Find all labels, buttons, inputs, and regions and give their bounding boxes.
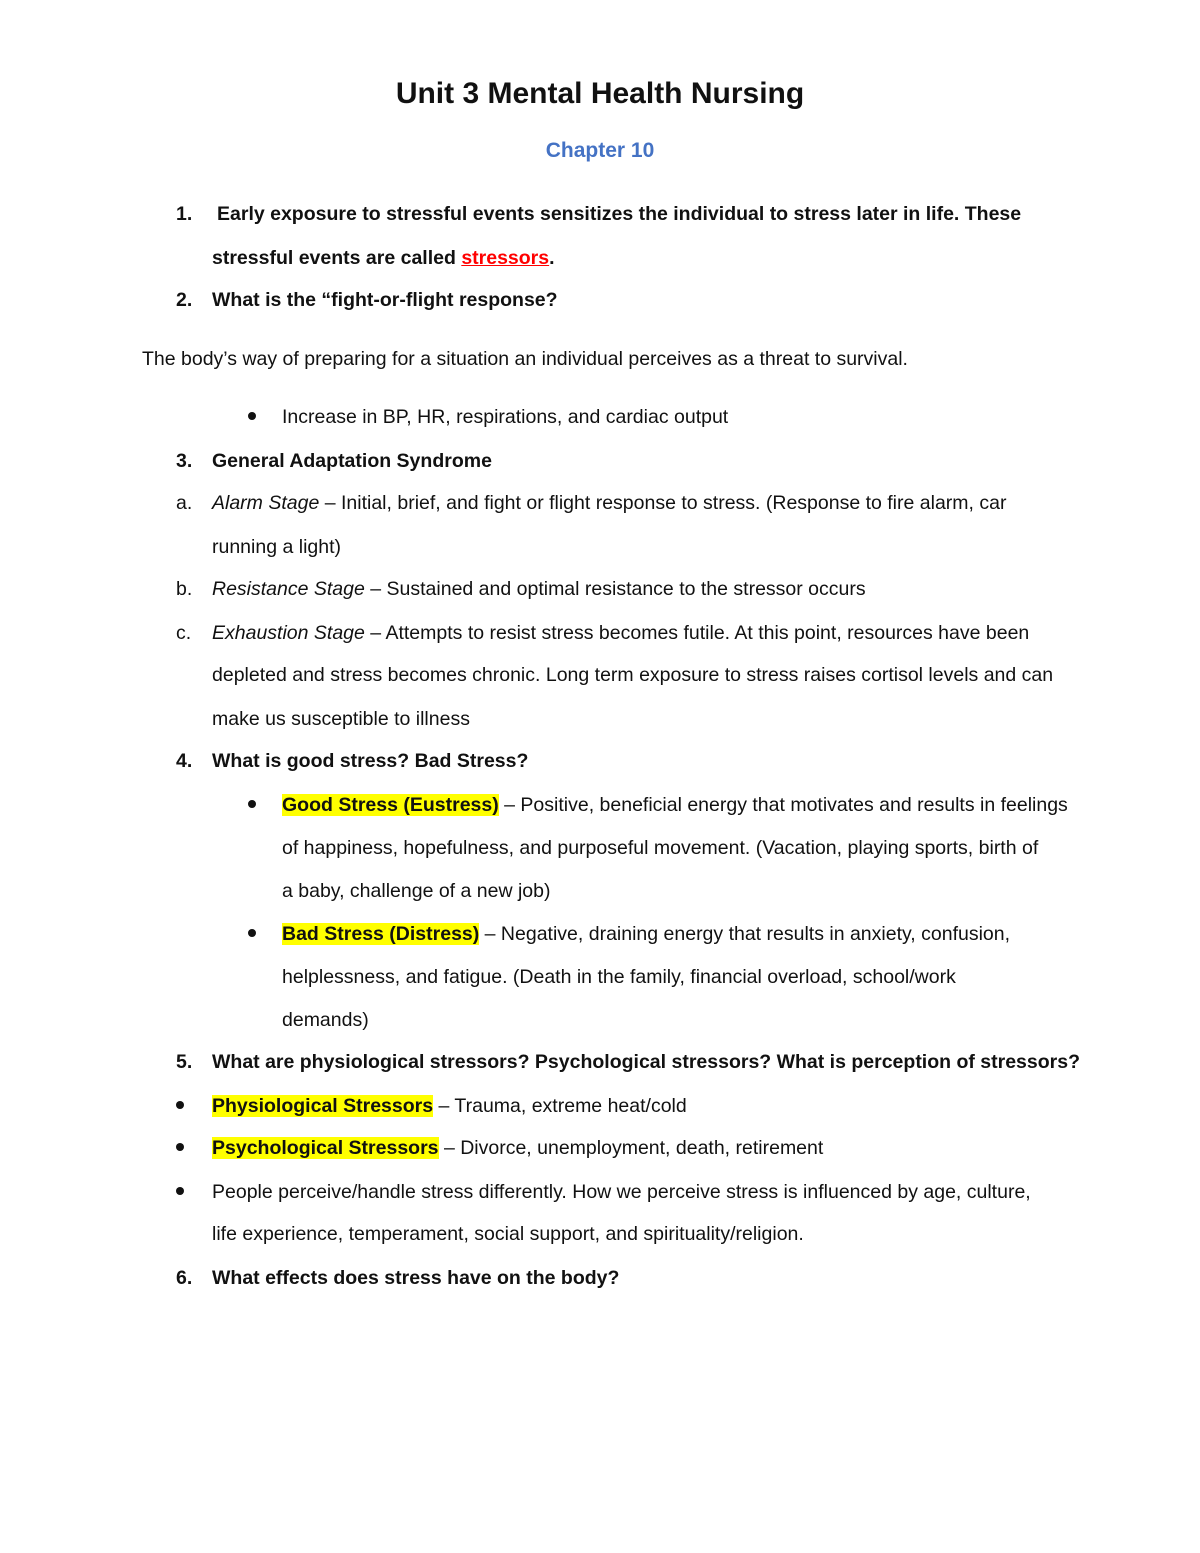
good-stress-line-2: of happiness, hopefulness, and purposeful movement. (Vacation, playing sports, birth of (282, 837, 1039, 859)
exhaustion-stage-line-3: make us susceptible to illness (212, 708, 470, 730)
good-stress-line-3: a baby, challenge of a new job) (282, 880, 551, 902)
q5-question: What are physiological stressors? Psychological stressors? What is perception of stressors? (212, 1051, 1081, 1073)
resistance-stage-term: Resistance Stage (212, 578, 365, 600)
q2-question: What is the “fight-or-flight response? (212, 289, 558, 311)
q2-number: 2. (176, 289, 193, 311)
q3-b-letter: b. (176, 578, 193, 600)
exhaustion-stage-term: Exhaustion Stage (212, 622, 365, 644)
physiological-stressors-line: Physiological Stressors – Trauma, extreme heat/cold (212, 1095, 687, 1117)
good-stress-term: Good Stress (Eustress) (282, 794, 499, 816)
bullet-icon (176, 1143, 184, 1151)
bullet-icon (248, 412, 256, 420)
bad-stress-line-1: Bad Stress (Distress) – Negative, draining energy that results in anxiety, confusion, (282, 923, 1011, 945)
document-title: Unit 3 Mental Health Nursing (395, 77, 805, 110)
bullet-icon (248, 929, 256, 937)
q5-number: 5. (176, 1051, 193, 1073)
chapter-heading: Chapter 10 (545, 139, 655, 162)
bad-stress-line-2: helplessness, and fatigue. (Death in the family, financial overload, school/work (282, 966, 956, 988)
q1-line-1: Early exposure to stressful events sensitizes the individual to stress later in life. These (217, 203, 1022, 225)
bullet-icon (176, 1101, 184, 1109)
physiological-stressors-term: Physiological Stressors (212, 1095, 434, 1117)
psychological-stressors-line: Psychological Stressors – Divorce, unemployment, death, retirement (212, 1137, 824, 1159)
bad-stress-term: Bad Stress (Distress) (282, 923, 480, 945)
alarm-stage-line-1: Alarm Stage – Initial, brief, and fight or flight response to stress. (Response to fire alarm, car (212, 492, 1007, 514)
q2-bullet-text: Increase in BP, HR, respirations, and cardiac output (282, 406, 729, 428)
q4-number: 4. (176, 750, 193, 772)
good-stress-line-1: Good Stress (Eustress) – Positive, beneficial energy that motivates and results in feelings (282, 794, 1068, 816)
q6-number: 6. (176, 1267, 193, 1289)
bullet-icon (248, 800, 256, 808)
bullet-icon (176, 1187, 184, 1195)
q3-number: 3. (176, 450, 193, 472)
q2-answer: The body’s way of preparing for a situation an individual perceives as a threat to survival. (142, 348, 908, 370)
alarm-stage-term: Alarm Stage (212, 492, 320, 514)
q1-line-2: stressful events are called stressors. (212, 247, 555, 269)
alarm-stage-line-2: running a light) (212, 536, 341, 558)
bad-stress-line-3: demands) (282, 1009, 369, 1031)
q3-question: General Adaptation Syndrome (212, 450, 492, 472)
stressors-term: stressors (461, 247, 550, 269)
q3-c-letter: c. (176, 622, 192, 644)
perception-line-2: life experience, temperament, social support, and spirituality/religion. (212, 1223, 804, 1245)
perception-line-1: People perceive/handle stress differently. How we perceive stress is influenced by age, culture, (212, 1181, 1031, 1203)
exhaustion-stage-line-2: depleted and stress becomes chronic. Long term exposure to stress raises cortisol levels and can (212, 664, 1054, 686)
psychological-stressors-term: Psychological Stressors (212, 1137, 439, 1159)
exhaustion-stage-line-1: Exhaustion Stage – Attempts to resist stress becomes futile. At this point, resources have been (212, 622, 1030, 644)
resistance-stage-line: Resistance Stage – Sustained and optimal resistance to the stressor occurs (212, 578, 866, 600)
q4-question: What is good stress? Bad Stress? (212, 750, 529, 772)
q3-a-letter: a. (176, 492, 193, 514)
q1-number: 1. (176, 203, 193, 225)
q6-question: What effects does stress have on the body? (212, 1267, 620, 1289)
